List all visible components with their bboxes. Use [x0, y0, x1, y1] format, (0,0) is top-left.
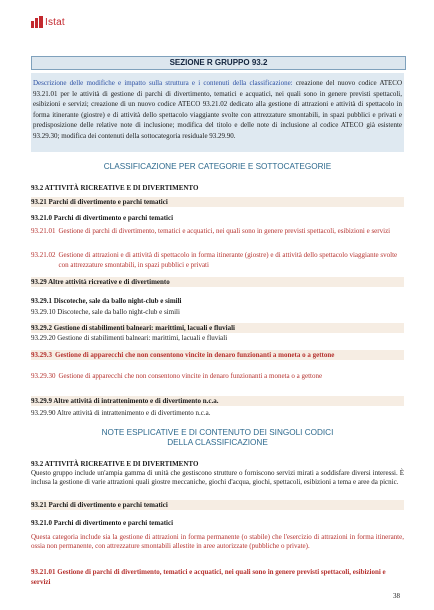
entry-text: Gestione di stabilimenti balneari: marittimi, lacuali e fluviali	[53, 324, 235, 332]
logo-text: Istat	[45, 16, 65, 28]
entry-93-21	[31, 197, 404, 207]
entry-code: 93.29.1	[31, 297, 52, 305]
entry-93-29-1	[31, 296, 404, 306]
description-lead: Descrizione delle modifiche e impatto sulla struttura e i contenuti della classificazione:	[33, 79, 293, 87]
entry-code: 93.21	[31, 198, 47, 206]
entry-code: 93.21.0	[31, 214, 52, 222]
entry-text: ATTIVITÀ RICREATIVE E DI DIVERTIMENTO	[44, 184, 199, 192]
entry-93-29-20	[31, 333, 404, 343]
entry-code: 93.21.02	[31, 251, 56, 259]
page-number: 38	[393, 592, 400, 600]
entry-code: 93.2	[31, 184, 44, 192]
entry-text: Gestione di stabilimenti balneari: marittimi, lacuali e fluviali	[57, 334, 228, 342]
entry-text: Altre attività di intrattenimento e di divertimento n.c.a.	[56, 409, 211, 417]
entry-text: Altre attività ricreative e di divertimento	[48, 278, 170, 286]
note-93-21-title: 93.21 Parchi di divertimento e parchi tematici	[31, 500, 404, 510]
entry-text: Discoteche, sale da ballo night-club e simili	[57, 308, 180, 316]
section-title: SEZIONE R GRUPPO 93.2	[31, 56, 406, 70]
note-93-21-01-title	[31, 567, 404, 587]
entry-text: Parchi di divertimento e parchi tematici	[48, 198, 168, 206]
note-93-21-0-body: Questa categoria include sia la gestione di attrazioni in forma permanente (o stabile) che l'esercizio di attrazioni in forma itinerante, ossia non permanente, con attrezzature smontabili allestite in aree autorizzate (pubbliche o private).	[31, 533, 404, 550]
entry-text: Parchi di divertimento e parchi tematici	[53, 214, 174, 222]
entry-code: 93.29	[31, 278, 47, 286]
note-93-21-01-text: 93.21.01 Gestione di parchi di divertimento, tematici e acquatici, nei quali sono in genere previsti spettacoli, esibizioni e servizi	[31, 568, 386, 586]
entry-text: Discoteche, sale da ballo night-club e simili	[53, 297, 182, 305]
entry-code: 93.21.01	[31, 227, 56, 235]
entry-code: 93.29.2	[31, 324, 52, 332]
istat-logo	[31, 15, 65, 29]
entry-93-29-9	[31, 396, 404, 406]
entry-93-29-2	[31, 323, 404, 333]
entry-code: 93.29.20	[31, 334, 56, 342]
entry-code: 93.29.3	[31, 351, 52, 359]
note-93-21-0-title: 93.21.0 Parchi di divertimento e parchi tematici	[31, 519, 174, 527]
notes-heading-line2: DELLA CLASSIFICAZIONE	[167, 438, 268, 447]
entry-text: Gestione di parchi di divertimento, tematici e acquatici, nei quali sono in genere previsti spettacoli, esibizioni e servizi	[58, 227, 391, 235]
description-body: creazione del nuovo codice ATECO 93.21.01 per le attività di gestione di parchi di divertimento, tematici e acquatici, nei quali sono in genere previsti spettacoli, esibizioni e servizi; creazione di un nuovo codice ATECO 93.21.02 dedicato alla gestione di attrazioni e attività di spettacolo in forma itinerante (giostre) e di attività dello spettacolo viaggiante svolte con attrezzature smontabili, in spazi pubblici e privati e predisposizione delle relative note di inclusione; modifica del titolo e delle note di inclusione al codice ATECO già esistente 93.29.30; modifica dei contenuti della sottocategoria residuale 93.29.90.	[33, 79, 403, 140]
istat-logo-mark-icon	[31, 16, 43, 28]
entry-code: 93.29.9	[31, 397, 52, 405]
description-box	[31, 73, 404, 152]
entry-text: Altre attività di intrattenimento e di divertimento n.c.a.	[53, 397, 219, 405]
entry-code: 93.29.10	[31, 308, 56, 316]
entry-code: 93.29.90	[31, 409, 56, 417]
entry-93-2	[31, 183, 404, 193]
entry-code: 93.29.30	[31, 372, 56, 380]
entry-93-21-02	[31, 250, 404, 270]
entry-93-29-3	[31, 350, 404, 360]
classification-heading: CLASSIFICAZIONE PER CATEGORIE E SOTTOCATEGORIE	[103, 162, 332, 171]
notes-heading-line1: NOTE ESPLICATIVE E DI CONTENUTO DEI SINGOLI CODICI	[101, 428, 334, 437]
entry-93-29	[31, 277, 404, 287]
entry-93-29-10	[31, 307, 404, 317]
entry-93-29-30	[31, 371, 404, 381]
entry-93-21-01	[31, 226, 404, 236]
entry-text: Gestione di attrazioni e di attività di spettacolo in forma itinerante (giostre) e di attività dello spettacolo viaggiante svolte con attrezzature smontabili, in spazi pubblici e privati	[58, 251, 398, 269]
entry-93-21-0	[31, 213, 404, 223]
entry-text: Gestione di apparecchi che non consentono vincite in denaro funzionanti a moneta o a gettone	[58, 372, 323, 380]
note-93-2-title: 93.2 ATTIVITÀ RICREATIVE E DI DIVERTIMENTO	[31, 460, 199, 468]
note-93-2-body: Questo gruppo include un'ampia gamma di unità che gestiscono strutture o forniscono servizi mirati a soddisfare diversi interessi. È inclusa la gestione di varie attrazioni quali giostre meccaniche, giochi d'acqua, giochi, spettacoli, esibizioni a tema e aree da picnic.	[31, 469, 404, 486]
entry-text: Gestione di apparecchi che non consentono vincite in denaro funzionanti a moneta o a gettone	[55, 351, 335, 359]
entry-93-29-90	[31, 408, 404, 418]
